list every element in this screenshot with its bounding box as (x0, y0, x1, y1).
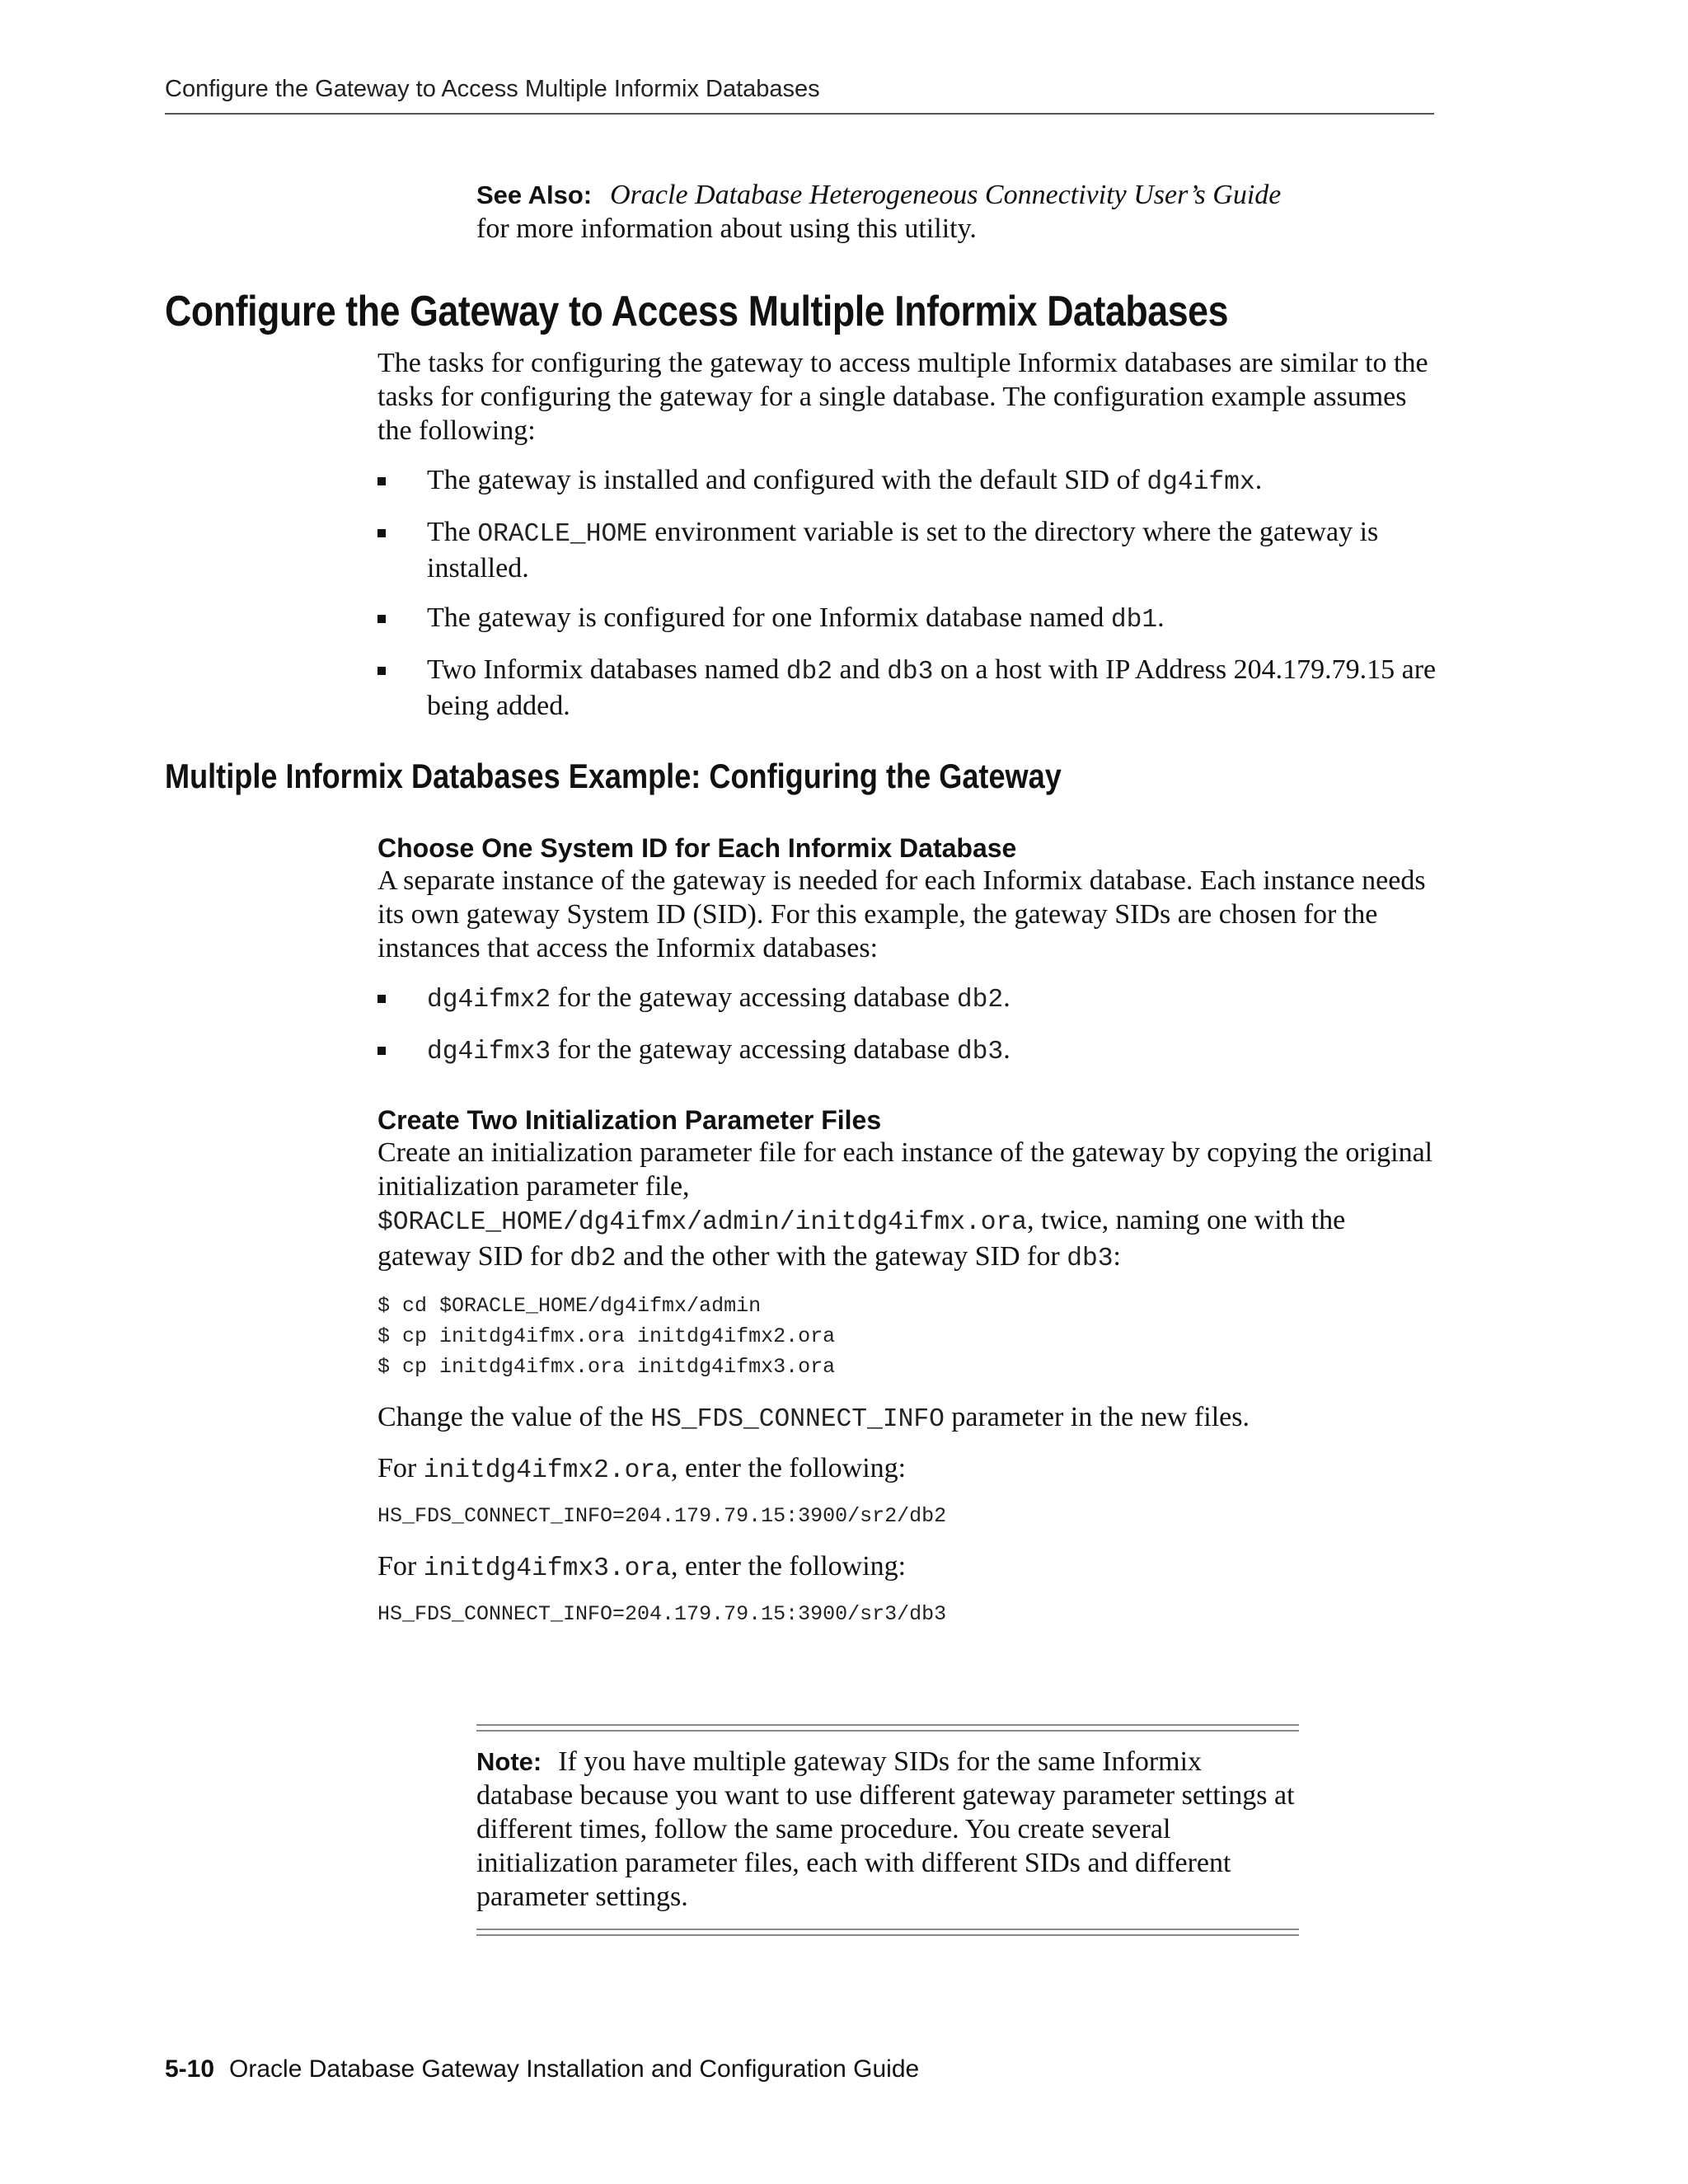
init-file-path: $ORACLE_HOME/dg4ifmx/admin/initdg4ifmx.ora (377, 1208, 1028, 1237)
section-title: Configure the Gateway to Access Multiple Informix Databases (165, 288, 1229, 335)
section-intro: The tasks for configuring the gateway to access multiple Informix databases are similar to the tasks for configuring the gateway for a single database. The configuration example assumes the following: (377, 348, 1428, 446)
step2-block (377, 1104, 1441, 1629)
see-also-block (476, 178, 1301, 246)
file3-instruction: For initdg4ifmx3.ora, enter the following: (377, 1551, 907, 1583)
copy-commands-code: $ cd $ORACLE_HOME/dg4ifmx/admin $ cp initdg4ifmx.ora initdg4ifmx2.ora $ cp initdg4ifmx.ora initdg4ifmx3.ora (377, 1294, 836, 1379)
connect-info-code-db3: HS_FDS_CONNECT_INFO=204.179.79.15:3900/sr3/db3 (377, 1602, 947, 1626)
list-item: dg4ifmx3 for the gateway accessing database db3. (377, 1033, 1441, 1069)
list-item: The gateway is installed and configured with the default SID of dg4ifmx. (377, 463, 1441, 499)
note-text: Note: If you have multiple gateway SIDs for the same Informix database because you want to use different gateway parameter settings at different times, follow the same procedure. You create several initialization parameter files, each with different SIDs and different parameter settings. (476, 1746, 1295, 1912)
list-item: The gateway is configured for one Informix database named db1. (377, 601, 1441, 637)
change-parameter-text: Change the value of the HS_FDS_CONNECT_INFO parameter in the new files. (377, 1402, 1250, 1434)
see-also-book-link[interactable]: Oracle Database Heterogeneous Connectivity User’s Guide (610, 180, 1282, 210)
step2-title: Create Two Initialization Parameter Files (377, 1105, 882, 1135)
file2-instruction: For initdg4ifmx2.ora, enter the following: (377, 1453, 907, 1485)
list-item: Two Informix databases named db2 and db3 on a host with IP Address 204.179.79.15 are being added. (377, 653, 1441, 723)
step2-text: Create an initialization parameter file for each instance of the gateway by copying the original initialization parameter file, $ORACLE_HOME/dg4ifmx/admin/initdg4ifmx.ora, twice, naming one with the gateway SID for db2 and the other with the gateway SID for db3: (377, 1137, 1433, 1273)
note-bottom-rule (476, 1929, 1299, 1936)
assumptions-list (377, 463, 1441, 723)
list-item: dg4ifmx2 for the gateway accessing database db2. (377, 981, 1441, 1017)
step1-title: Choose One System ID for Each Informix Database (377, 833, 1017, 863)
page-number: 5-10 (165, 2055, 215, 2083)
running-header: Configure the Gateway to Access Multiple Informix Databases (165, 76, 1434, 115)
section-body (377, 346, 1441, 738)
page-footer (165, 2055, 919, 2083)
connect-info-code-db2: HS_FDS_CONNECT_INFO=204.179.79.15:3900/sr2/db2 (377, 1504, 947, 1528)
step1-text: A separate instance of the gateway is needed for each Informix database. Each instance needs its own gateway System ID (SID). For this example, the gateway SIDs are chosen for the instances that access the Informix databases: (377, 865, 1426, 963)
book-title: Oracle Database Gateway Installation and Configuration Guide (229, 2055, 920, 2083)
step1-block (377, 832, 1441, 1085)
note-top-rule (476, 1724, 1299, 1732)
sid-list (377, 981, 1441, 1069)
note-box (476, 1724, 1299, 1936)
note-label: Note: (476, 1747, 542, 1776)
subsection-title: Multiple Informix Databases Example: Configuring the Gateway (165, 757, 1062, 795)
see-also-text: for more information about using this utility. (476, 213, 977, 244)
see-also-label: See Also: (476, 180, 593, 209)
list-item: The ORACLE_HOME environment variable is set to the directory where the gateway is installed. (377, 515, 1441, 585)
